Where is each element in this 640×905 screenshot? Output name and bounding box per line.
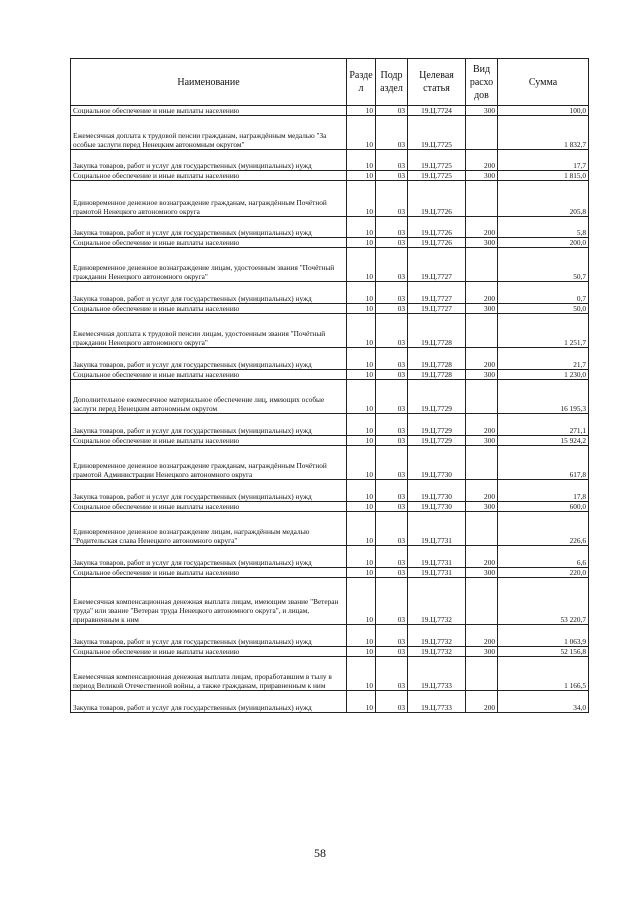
- cell-name: Единовременное денежное вознаграждение лицам, награждённым медалью "Родительская слава Ненецкого автономного округа": [71, 512, 347, 546]
- header-name: Наименование: [71, 59, 347, 106]
- header-target: Целевая статья: [408, 59, 466, 106]
- cell-razdel: 10: [347, 436, 376, 446]
- cell-podrazdel: 03: [376, 502, 408, 512]
- cell-name: Социальное обеспечение и иные выплаты населению: [71, 568, 347, 578]
- cell-name: Социальное обеспечение и иные выплаты населению: [71, 171, 347, 181]
- cell-name: Ежемесячная компенсационная денежная выплата лицам, имеющим звание "Ветеран труда" или звание "Ветеран труда Ненецкого автономного округа", и лицам, приравненным к ним: [71, 578, 347, 625]
- cell-sum: 15 924,2: [498, 436, 589, 446]
- cell-name: Закупка товаров, работ и услуг для государственных (муниципальных) нужд: [71, 348, 347, 370]
- cell-vid: [466, 512, 498, 546]
- cell-target: 19.Ц.7725: [408, 116, 466, 150]
- cell-name: Социальное обеспечение и иные выплаты населению: [71, 436, 347, 446]
- table-row: [71, 578, 589, 625]
- cell-vid: 300: [466, 436, 498, 446]
- cell-vid: [466, 248, 498, 282]
- cell-sum: 21,7: [498, 348, 589, 370]
- cell-sum: 17,8: [498, 480, 589, 502]
- table-row: [71, 380, 589, 414]
- cell-sum: 50,7: [498, 248, 589, 282]
- cell-vid: 200: [466, 546, 498, 568]
- cell-name: Социальное обеспечение и иные выплаты населению: [71, 647, 347, 657]
- cell-vid: [466, 578, 498, 625]
- table-row: [71, 106, 589, 116]
- cell-podrazdel: 03: [376, 238, 408, 248]
- cell-podrazdel: 03: [376, 248, 408, 282]
- cell-name: Социальное обеспечение и иные выплаты населению: [71, 370, 347, 380]
- table-row: [71, 181, 589, 217]
- table-row: [71, 568, 589, 578]
- cell-sum: 17,7: [498, 150, 589, 171]
- cell-target: 19.Ц.7731: [408, 512, 466, 546]
- table-row: [71, 436, 589, 446]
- cell-target: 19.Ц.7728: [408, 314, 466, 348]
- cell-podrazdel: 03: [376, 282, 408, 304]
- cell-vid: 200: [466, 282, 498, 304]
- cell-sum: 1 815,0: [498, 171, 589, 181]
- cell-sum: 1 166,5: [498, 657, 589, 691]
- header-razdel: Разде л: [347, 59, 376, 106]
- cell-target: 19.Ц.7731: [408, 568, 466, 578]
- cell-razdel: 10: [347, 546, 376, 568]
- cell-podrazdel: 03: [376, 647, 408, 657]
- table-row: [71, 282, 589, 304]
- cell-target: 19.Ц.7728: [408, 348, 466, 370]
- cell-razdel: 10: [347, 106, 376, 116]
- cell-sum: 205,8: [498, 181, 589, 217]
- cell-target: 19.Ц.7725: [408, 150, 466, 171]
- cell-target: 19.Ц.7726: [408, 238, 466, 248]
- cell-sum: 6,6: [498, 546, 589, 568]
- cell-podrazdel: 03: [376, 304, 408, 314]
- cell-target: 19.Ц.7732: [408, 578, 466, 625]
- cell-sum: 220,0: [498, 568, 589, 578]
- table-row: [71, 370, 589, 380]
- cell-sum: 53 220,7: [498, 578, 589, 625]
- cell-sum: 100,0: [498, 106, 589, 116]
- cell-sum: 1 063,9: [498, 625, 589, 647]
- cell-sum: 200,0: [498, 238, 589, 248]
- cell-podrazdel: 03: [376, 578, 408, 625]
- cell-sum: 1 230,0: [498, 370, 589, 380]
- header-vid: Вид расхо дов: [466, 59, 498, 106]
- table-row: [71, 116, 589, 150]
- cell-name: Закупка товаров, работ и услуг для государственных (муниципальных) нужд: [71, 625, 347, 647]
- cell-podrazdel: 03: [376, 436, 408, 446]
- cell-razdel: 10: [347, 568, 376, 578]
- table-row: [71, 150, 589, 171]
- cell-podrazdel: 03: [376, 314, 408, 348]
- cell-name: Единовременное денежное вознаграждение лицам, удостоенным звания "Почётный гражданин Ненецкого автономного округа": [71, 248, 347, 282]
- cell-target: 19.Ц.7727: [408, 304, 466, 314]
- cell-target: 19.Ц.7725: [408, 171, 466, 181]
- cell-razdel: 10: [347, 446, 376, 480]
- cell-name: Закупка товаров, работ и услуг для государственных (муниципальных) нужд: [71, 282, 347, 304]
- cell-podrazdel: 03: [376, 348, 408, 370]
- table-row: [71, 502, 589, 512]
- cell-target: 19.Ц.7731: [408, 546, 466, 568]
- cell-razdel: 10: [347, 625, 376, 647]
- cell-podrazdel: 03: [376, 181, 408, 217]
- cell-target: 19.Ц.7729: [408, 380, 466, 414]
- cell-sum: 1 251,7: [498, 314, 589, 348]
- cell-target: 19.Ц.7729: [408, 436, 466, 446]
- table-row: [71, 480, 589, 502]
- cell-razdel: 10: [347, 248, 376, 282]
- cell-sum: 34,0: [498, 691, 589, 713]
- cell-name: Социальное обеспечение и иные выплаты населению: [71, 106, 347, 116]
- cell-vid: 200: [466, 348, 498, 370]
- table-row: [71, 647, 589, 657]
- cell-name: Закупка товаров, работ и услуг для государственных (муниципальных) нужд: [71, 480, 347, 502]
- table-row: [71, 171, 589, 181]
- cell-vid: [466, 380, 498, 414]
- cell-target: 19.Ц.7728: [408, 370, 466, 380]
- cell-vid: [466, 116, 498, 150]
- cell-podrazdel: 03: [376, 480, 408, 502]
- cell-name: Ежемесячная компенсационная денежная выплата лицам, проработавшим в тылу в период Великой Отечественной войны, а также гражданам, приравненным к ним: [71, 657, 347, 691]
- cell-target: 19.Ц.7729: [408, 414, 466, 436]
- table-header-row: [71, 59, 589, 106]
- cell-razdel: 10: [347, 657, 376, 691]
- cell-razdel: 10: [347, 150, 376, 171]
- cell-razdel: 10: [347, 480, 376, 502]
- cell-razdel: 10: [347, 647, 376, 657]
- cell-sum: 0,7: [498, 282, 589, 304]
- cell-vid: [466, 181, 498, 217]
- cell-vid: [466, 314, 498, 348]
- cell-sum: 52 156,8: [498, 647, 589, 657]
- cell-vid: 300: [466, 568, 498, 578]
- cell-podrazdel: 03: [376, 446, 408, 480]
- cell-target: 19.Ц.7733: [408, 657, 466, 691]
- cell-razdel: 10: [347, 691, 376, 713]
- cell-name: Ежемесячная доплата к трудовой пенсии гражданам, награждённым медалью "За особые заслуги перед Ненецким автономным округом": [71, 116, 347, 150]
- cell-razdel: 10: [347, 217, 376, 238]
- cell-podrazdel: 03: [376, 116, 408, 150]
- cell-vid: 300: [466, 304, 498, 314]
- cell-razdel: 10: [347, 304, 376, 314]
- cell-name: Социальное обеспечение и иные выплаты населению: [71, 502, 347, 512]
- cell-name: Закупка товаров, работ и услуг для государственных (муниципальных) нужд: [71, 546, 347, 568]
- cell-podrazdel: 03: [376, 150, 408, 171]
- header-podrazdel: Подр аздел: [376, 59, 408, 106]
- cell-target: 19.Ц.7730: [408, 446, 466, 480]
- cell-podrazdel: 03: [376, 568, 408, 578]
- cell-target: 19.Ц.7727: [408, 282, 466, 304]
- table-row: [71, 512, 589, 546]
- cell-vid: [466, 446, 498, 480]
- cell-name: Ежемесячная доплата к трудовой пенсии лицам, удостоенным звания "Почётный гражданин Ненецкого автономного округа": [71, 314, 347, 348]
- cell-sum: 271,1: [498, 414, 589, 436]
- cell-name: Единовременное денежное вознаграждение гражданам, награждённым Почётной грамотой Администрации Ненецкого автономного округа: [71, 446, 347, 480]
- table-row: [71, 691, 589, 713]
- cell-razdel: 10: [347, 314, 376, 348]
- table-row: [71, 348, 589, 370]
- table-row: [71, 625, 589, 647]
- cell-podrazdel: 03: [376, 512, 408, 546]
- cell-podrazdel: 03: [376, 657, 408, 691]
- table-row: [71, 657, 589, 691]
- cell-target: 19.Ц.7732: [408, 625, 466, 647]
- table-row: [71, 414, 589, 436]
- cell-vid: 300: [466, 370, 498, 380]
- cell-name: Закупка товаров, работ и услуг для государственных (муниципальных) нужд: [71, 217, 347, 238]
- cell-razdel: 10: [347, 348, 376, 370]
- cell-name: Дополнительное ежемесячное материальное обеспечение лиц, имеющих особые заслуги перед Ненецким автономным округом: [71, 380, 347, 414]
- cell-target: 19.Ц.7727: [408, 248, 466, 282]
- table-row: [71, 248, 589, 282]
- cell-razdel: 10: [347, 512, 376, 546]
- cell-razdel: 10: [347, 116, 376, 150]
- page-number: 58: [314, 846, 326, 860]
- cell-vid: 300: [466, 647, 498, 657]
- cell-name: Закупка товаров, работ и услуг для государственных (муниципальных) нужд: [71, 414, 347, 436]
- cell-podrazdel: 03: [376, 171, 408, 181]
- cell-razdel: 10: [347, 414, 376, 436]
- cell-name: Закупка товаров, работ и услуг для государственных (муниципальных) нужд: [71, 691, 347, 713]
- cell-razdel: 10: [347, 238, 376, 248]
- cell-target: 19.Ц.7730: [408, 502, 466, 512]
- table-row: [71, 238, 589, 248]
- cell-target: 19.Ц.7724: [408, 106, 466, 116]
- cell-podrazdel: 03: [376, 691, 408, 713]
- cell-sum: 16 195,3: [498, 380, 589, 414]
- cell-name: Социальное обеспечение и иные выплаты населению: [71, 304, 347, 314]
- cell-podrazdel: 03: [376, 370, 408, 380]
- cell-podrazdel: 03: [376, 414, 408, 436]
- cell-podrazdel: 03: [376, 380, 408, 414]
- table-row: [71, 546, 589, 568]
- cell-razdel: 10: [347, 578, 376, 625]
- header-sum: Сумма: [498, 59, 589, 106]
- cell-podrazdel: 03: [376, 106, 408, 116]
- cell-vid: 300: [466, 502, 498, 512]
- cell-razdel: 10: [347, 282, 376, 304]
- table-row: [71, 446, 589, 480]
- table-row: [71, 314, 589, 348]
- cell-target: 19.Ц.7726: [408, 181, 466, 217]
- cell-name: Единовременное денежное вознаграждение гражданам, награждённым Почётной грамотой Ненецкого автономного округа: [71, 181, 347, 217]
- cell-target: 19.Ц.7726: [408, 217, 466, 238]
- cell-podrazdel: 03: [376, 625, 408, 647]
- cell-target: 19.Ц.7733: [408, 691, 466, 713]
- cell-vid: 300: [466, 238, 498, 248]
- cell-sum: 50,0: [498, 304, 589, 314]
- cell-podrazdel: 03: [376, 546, 408, 568]
- table-row: [71, 304, 589, 314]
- cell-vid: 200: [466, 625, 498, 647]
- cell-podrazdel: 03: [376, 217, 408, 238]
- cell-name: Закупка товаров, работ и услуг для государственных (муниципальных) нужд: [71, 150, 347, 171]
- cell-target: 19.Ц.7730: [408, 480, 466, 502]
- cell-vid: 200: [466, 217, 498, 238]
- cell-sum: 5,8: [498, 217, 589, 238]
- cell-sum: 617,8: [498, 446, 589, 480]
- budget-table: [70, 58, 589, 713]
- cell-sum: 226,6: [498, 512, 589, 546]
- cell-sum: 1 832,7: [498, 116, 589, 150]
- cell-vid: 200: [466, 480, 498, 502]
- table-row: [71, 217, 589, 238]
- cell-razdel: 10: [347, 502, 376, 512]
- cell-razdel: 10: [347, 171, 376, 181]
- cell-vid: 200: [466, 150, 498, 171]
- cell-razdel: 10: [347, 380, 376, 414]
- cell-sum: 600,0: [498, 502, 589, 512]
- cell-razdel: 10: [347, 370, 376, 380]
- cell-name: Социальное обеспечение и иные выплаты населению: [71, 238, 347, 248]
- cell-target: 19.Ц.7732: [408, 647, 466, 657]
- cell-vid: 300: [466, 171, 498, 181]
- cell-vid: 200: [466, 414, 498, 436]
- cell-vid: [466, 657, 498, 691]
- cell-razdel: 10: [347, 181, 376, 217]
- cell-vid: 300: [466, 106, 498, 116]
- cell-vid: 200: [466, 691, 498, 713]
